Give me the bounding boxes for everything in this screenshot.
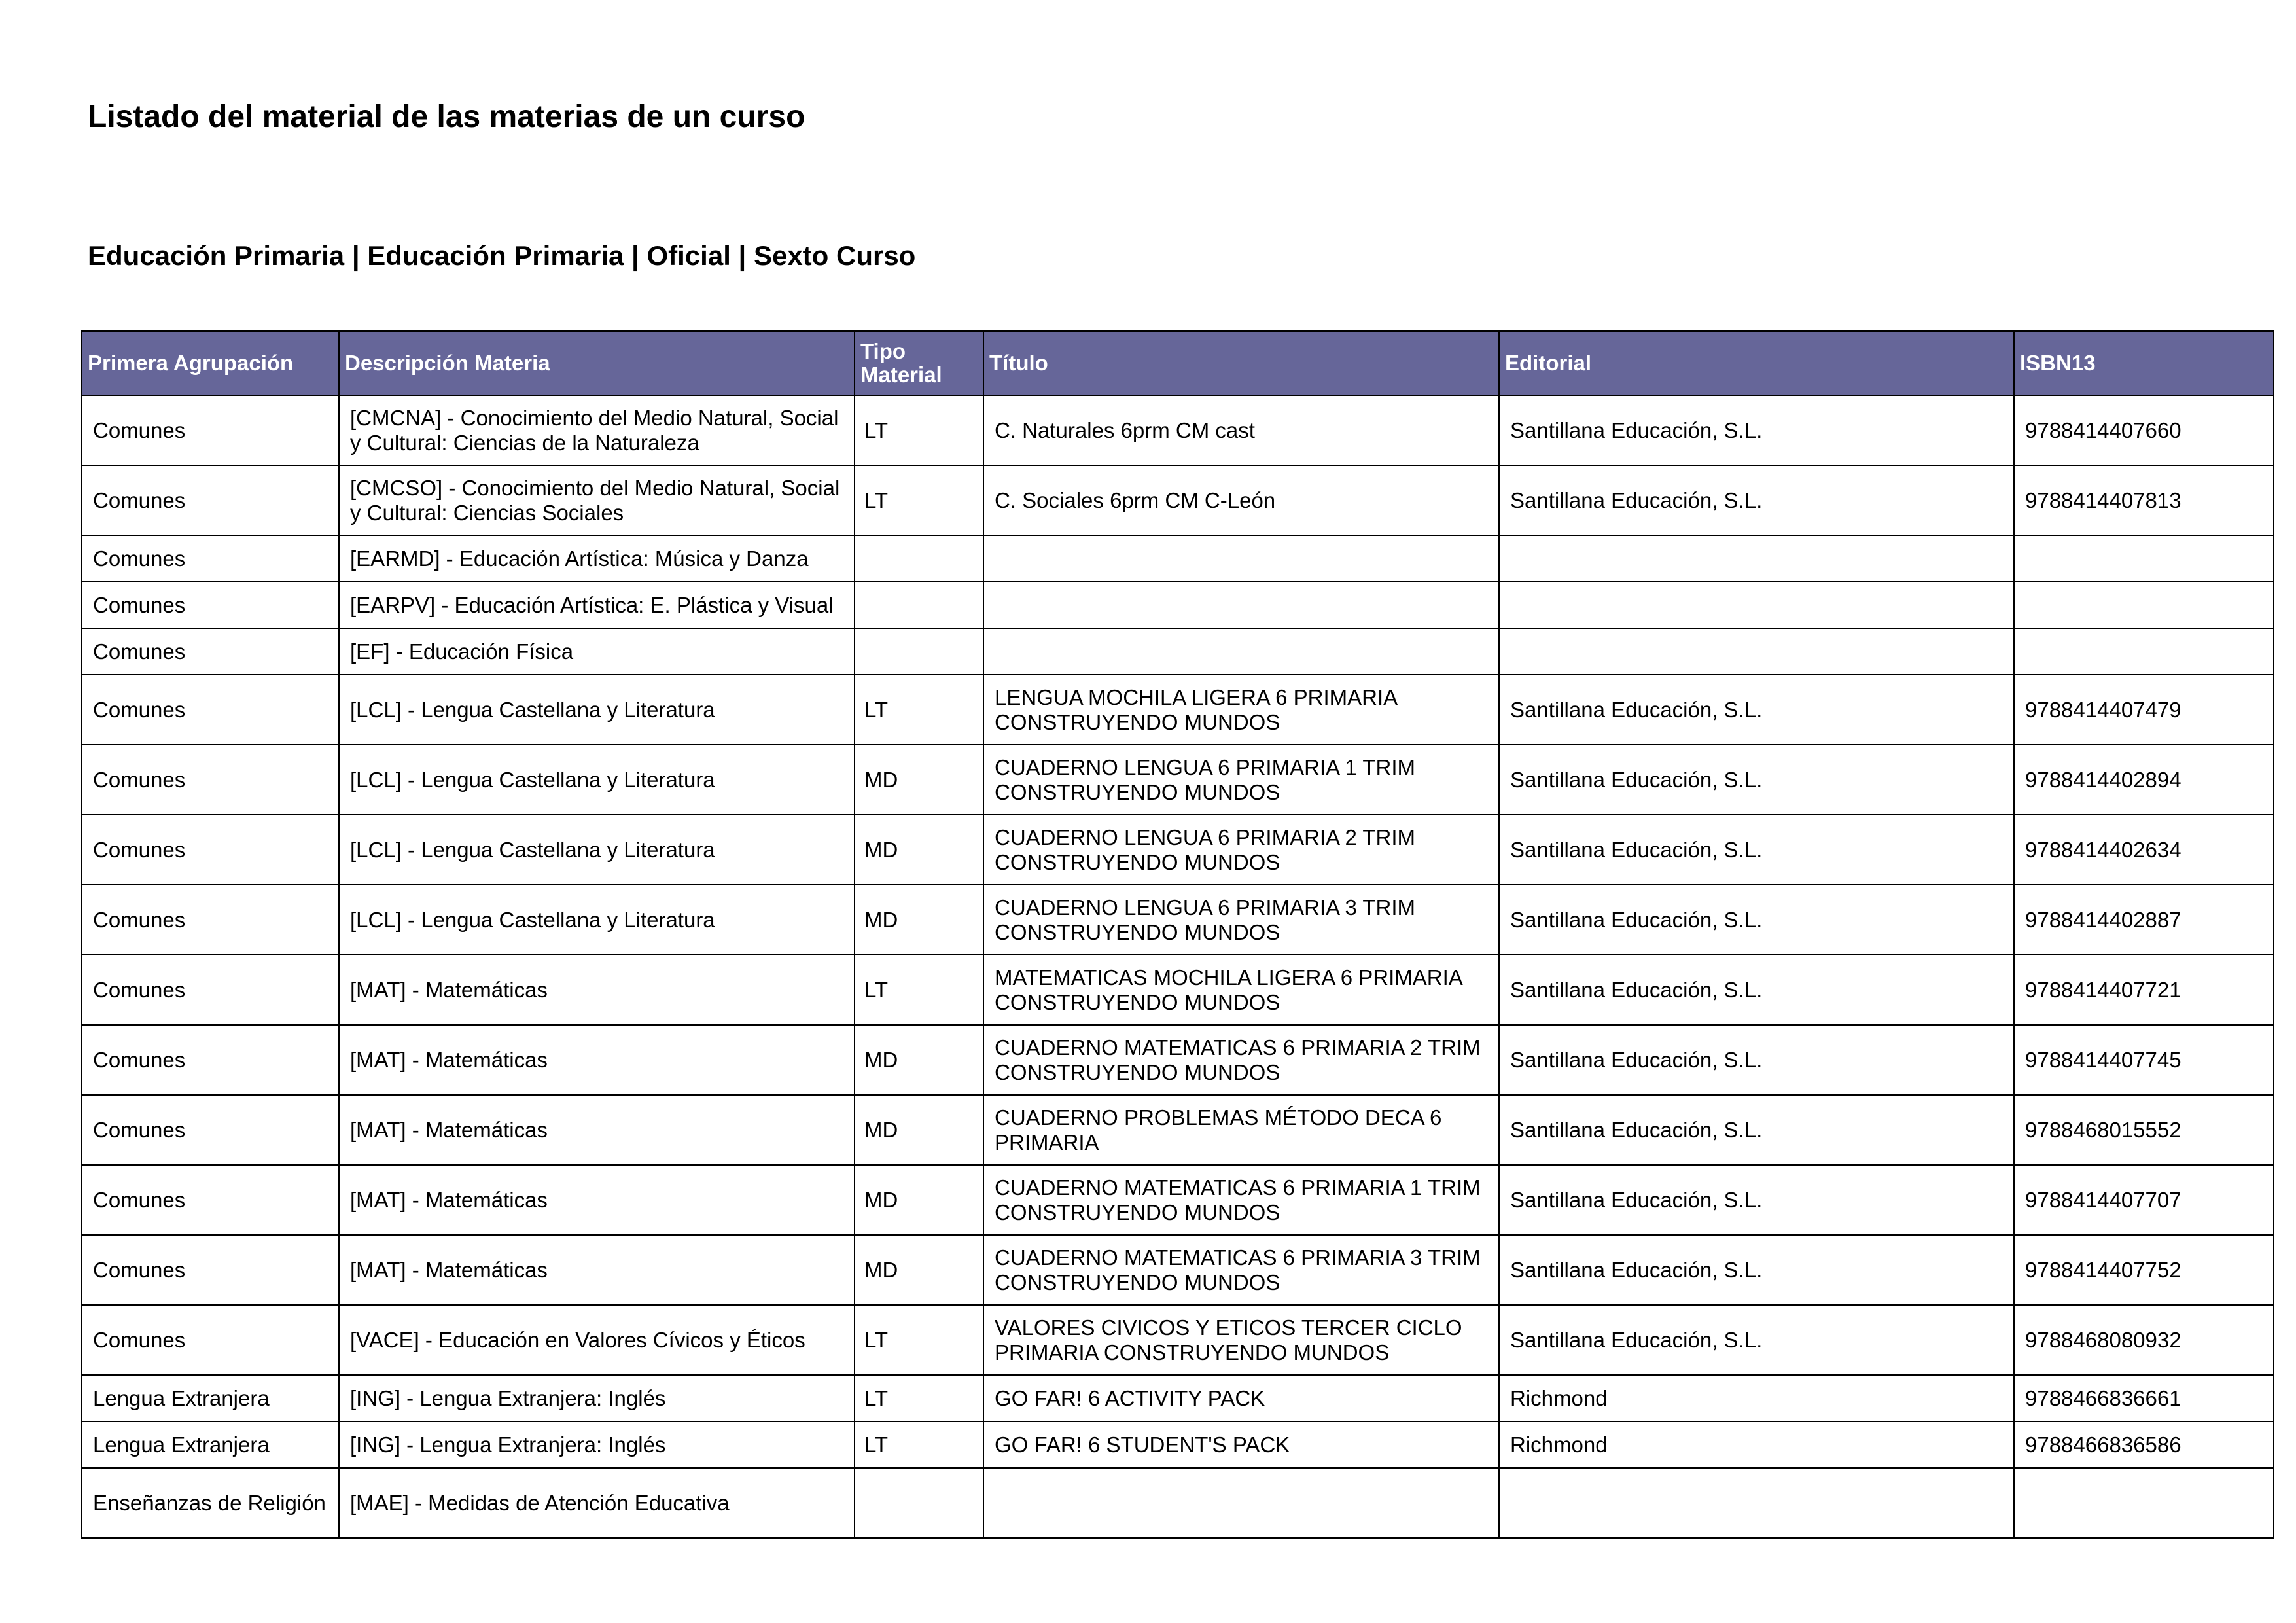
cell-titulo: [983, 1468, 1499, 1538]
table-row: [82, 675, 2274, 745]
cell-descripcion: [MAE] - Medidas de Atención Educativa: [339, 1468, 855, 1538]
cell-titulo: CUADERNO LENGUA 6 PRIMARIA 2 TRIM CONSTRUYENDO MUNDOS: [983, 815, 1499, 885]
cell-agrupacion: Comunes: [82, 465, 339, 535]
materials-table: [81, 330, 2274, 1539]
cell-isbn: 9788414407752: [2014, 1235, 2274, 1305]
cell-agrupacion: Comunes: [82, 1025, 339, 1095]
cell-editorial: Santillana Educación, S.L.: [1499, 675, 2014, 745]
cell-tipo: LT: [855, 465, 983, 535]
cell-tipo: MD: [855, 1165, 983, 1235]
table-row: [82, 885, 2274, 955]
cell-isbn: 9788414402634: [2014, 815, 2274, 885]
cell-editorial: Santillana Educación, S.L.: [1499, 955, 2014, 1025]
cell-editorial: [1499, 582, 2014, 628]
cell-isbn: 9788468080932: [2014, 1305, 2274, 1375]
cell-isbn: 9788414407813: [2014, 465, 2274, 535]
cell-editorial: Santillana Educación, S.L.: [1499, 1235, 2014, 1305]
table-header-row: [82, 331, 2274, 395]
cell-tipo: MD: [855, 815, 983, 885]
cell-descripcion: [MAT] - Matemáticas: [339, 1165, 855, 1235]
table-row: [82, 1305, 2274, 1375]
cell-titulo: GO FAR! 6 STUDENT'S PACK: [983, 1421, 1499, 1468]
cell-agrupacion: Lengua Extranjera: [82, 1421, 339, 1468]
cell-agrupacion: Comunes: [82, 628, 339, 675]
cell-editorial: Santillana Educación, S.L.: [1499, 1025, 2014, 1095]
cell-tipo: [855, 1468, 983, 1538]
cell-descripcion: [CMCNA] - Conocimiento del Medio Natural, Social y Cultural: Ciencias de la Naturaleza: [339, 395, 855, 465]
cell-editorial: Santillana Educación, S.L.: [1499, 395, 2014, 465]
table-row: [82, 395, 2274, 465]
cell-editorial: Richmond: [1499, 1421, 2014, 1468]
cell-descripcion: [MAT] - Matemáticas: [339, 1095, 855, 1165]
cell-descripcion: [CMCSO] - Conocimiento del Medio Natural, Social y Cultural: Ciencias Sociales: [339, 465, 855, 535]
cell-editorial: Santillana Educación, S.L.: [1499, 1305, 2014, 1375]
cell-descripcion: [LCL] - Lengua Castellana y Literatura: [339, 675, 855, 745]
table-row: [82, 745, 2274, 815]
cell-isbn: 9788414402894: [2014, 745, 2274, 815]
cell-agrupacion: Comunes: [82, 535, 339, 582]
cell-titulo: GO FAR! 6 ACTIVITY PACK: [983, 1375, 1499, 1421]
cell-titulo: CUADERNO LENGUA 6 PRIMARIA 1 TRIM CONSTRUYENDO MUNDOS: [983, 745, 1499, 815]
cell-isbn: 9788466836661: [2014, 1375, 2274, 1421]
cell-tipo: [855, 535, 983, 582]
header-descripcion-materia: Descripción Materia: [339, 331, 855, 395]
cell-descripcion: [LCL] - Lengua Castellana y Literatura: [339, 815, 855, 885]
header-tipo-material: Tipo Material: [855, 331, 983, 395]
cell-isbn: [2014, 628, 2274, 675]
cell-descripcion: [ING] - Lengua Extranjera: Inglés: [339, 1421, 855, 1468]
cell-titulo: [983, 535, 1499, 582]
cell-editorial: Richmond: [1499, 1375, 2014, 1421]
cell-descripcion: [ING] - Lengua Extranjera: Inglés: [339, 1375, 855, 1421]
cell-descripcion: [MAT] - Matemáticas: [339, 1025, 855, 1095]
cell-titulo: CUADERNO MATEMATICAS 6 PRIMARIA 3 TRIM CONSTRUYENDO MUNDOS: [983, 1235, 1499, 1305]
cell-agrupacion: Comunes: [82, 675, 339, 745]
cell-descripcion: [EARPV] - Educación Artística: E. Plástica y Visual: [339, 582, 855, 628]
table-row: [82, 1375, 2274, 1421]
cell-agrupacion: Enseñanzas de Religión: [82, 1468, 339, 1538]
cell-editorial: [1499, 1468, 2014, 1538]
table-row: [82, 1421, 2274, 1468]
cell-editorial: Santillana Educación, S.L.: [1499, 815, 2014, 885]
cell-titulo: CUADERNO LENGUA 6 PRIMARIA 3 TRIM CONSTRUYENDO MUNDOS: [983, 885, 1499, 955]
cell-tipo: MD: [855, 1025, 983, 1095]
cell-tipo: [855, 628, 983, 675]
cell-agrupacion: Comunes: [82, 1305, 339, 1375]
table-row: [82, 955, 2274, 1025]
cell-titulo: [983, 628, 1499, 675]
cell-editorial: [1499, 628, 2014, 675]
table-row: [82, 465, 2274, 535]
cell-descripcion: [EF] - Educación Física: [339, 628, 855, 675]
cell-descripcion: [LCL] - Lengua Castellana y Literatura: [339, 745, 855, 815]
cell-isbn: [2014, 582, 2274, 628]
header-editorial: Editorial: [1499, 331, 2014, 395]
cell-tipo: MD: [855, 1235, 983, 1305]
cell-titulo: CUADERNO MATEMATICAS 6 PRIMARIA 2 TRIM CONSTRUYENDO MUNDOS: [983, 1025, 1499, 1095]
cell-tipo: LT: [855, 675, 983, 745]
cell-titulo: CUADERNO PROBLEMAS MÉTODO DECA 6 PRIMARIA: [983, 1095, 1499, 1165]
cell-isbn: 9788414407745: [2014, 1025, 2274, 1095]
cell-titulo: MATEMATICAS MOCHILA LIGERA 6 PRIMARIA CONSTRUYENDO MUNDOS: [983, 955, 1499, 1025]
cell-tipo: MD: [855, 1095, 983, 1165]
cell-isbn: 9788414407660: [2014, 395, 2274, 465]
cell-agrupacion: Comunes: [82, 955, 339, 1025]
cell-isbn: 9788468015552: [2014, 1095, 2274, 1165]
cell-isbn: [2014, 535, 2274, 582]
cell-editorial: Santillana Educación, S.L.: [1499, 745, 2014, 815]
cell-isbn: [2014, 1468, 2274, 1538]
cell-tipo: [855, 582, 983, 628]
cell-titulo: VALORES CIVICOS Y ETICOS TERCER CICLO PRIMARIA CONSTRUYENDO MUNDOS: [983, 1305, 1499, 1375]
cell-editorial: Santillana Educación, S.L.: [1499, 885, 2014, 955]
cell-agrupacion: Comunes: [82, 582, 339, 628]
table-row: [82, 1165, 2274, 1235]
cell-tipo: LT: [855, 395, 983, 465]
table-row: [82, 1468, 2274, 1538]
cell-isbn: 9788414407479: [2014, 675, 2274, 745]
table-row: [82, 1095, 2274, 1165]
table-row: [82, 582, 2274, 628]
header-primera-agrupacion: Primera Agrupación: [82, 331, 339, 395]
cell-isbn: 9788414402887: [2014, 885, 2274, 955]
cell-agrupacion: Comunes: [82, 885, 339, 955]
table-row: [82, 1235, 2274, 1305]
cell-descripcion: [VACE] - Educación en Valores Cívicos y Éticos: [339, 1305, 855, 1375]
cell-agrupacion: Comunes: [82, 815, 339, 885]
cell-tipo: LT: [855, 955, 983, 1025]
cell-isbn: 9788414407707: [2014, 1165, 2274, 1235]
table-row: [82, 628, 2274, 675]
cell-agrupacion: Comunes: [82, 1165, 339, 1235]
cell-agrupacion: Comunes: [82, 1235, 339, 1305]
cell-isbn: 9788466836586: [2014, 1421, 2274, 1468]
cell-titulo: C. Sociales 6prm CM C-León: [983, 465, 1499, 535]
cell-tipo: MD: [855, 745, 983, 815]
cell-agrupacion: Lengua Extranjera: [82, 1375, 339, 1421]
cell-descripcion: [EARMD] - Educación Artística: Música y Danza: [339, 535, 855, 582]
cell-editorial: Santillana Educación, S.L.: [1499, 465, 2014, 535]
cell-titulo: C. Naturales 6prm CM cast: [983, 395, 1499, 465]
cell-editorial: Santillana Educación, S.L.: [1499, 1165, 2014, 1235]
cell-tipo: LT: [855, 1305, 983, 1375]
table-row: [82, 1025, 2274, 1095]
cell-tipo: LT: [855, 1375, 983, 1421]
cell-descripcion: [LCL] - Lengua Castellana y Literatura: [339, 885, 855, 955]
cell-editorial: Santillana Educación, S.L.: [1499, 1095, 2014, 1165]
cell-titulo: [983, 582, 1499, 628]
cell-agrupacion: Comunes: [82, 1095, 339, 1165]
cell-tipo: LT: [855, 1421, 983, 1468]
cell-descripcion: [MAT] - Matemáticas: [339, 1235, 855, 1305]
cell-isbn: 9788414407721: [2014, 955, 2274, 1025]
cell-descripcion: [MAT] - Matemáticas: [339, 955, 855, 1025]
cell-editorial: [1499, 535, 2014, 582]
cell-titulo: LENGUA MOCHILA LIGERA 6 PRIMARIA CONSTRUYENDO MUNDOS: [983, 675, 1499, 745]
page-subtitle: Educación Primaria | Educación Primaria | Oficial | Sexto Curso: [88, 240, 916, 271]
table-row: [82, 815, 2274, 885]
header-titulo: Título: [983, 331, 1499, 395]
page-title: Listado del material de las materias de un curso: [88, 99, 805, 134]
cell-tipo: MD: [855, 885, 983, 955]
cell-agrupacion: Comunes: [82, 745, 339, 815]
table-row: [82, 535, 2274, 582]
cell-agrupacion: Comunes: [82, 395, 339, 465]
cell-titulo: CUADERNO MATEMATICAS 6 PRIMARIA 1 TRIM CONSTRUYENDO MUNDOS: [983, 1165, 1499, 1235]
header-isbn13: ISBN13: [2014, 331, 2274, 395]
